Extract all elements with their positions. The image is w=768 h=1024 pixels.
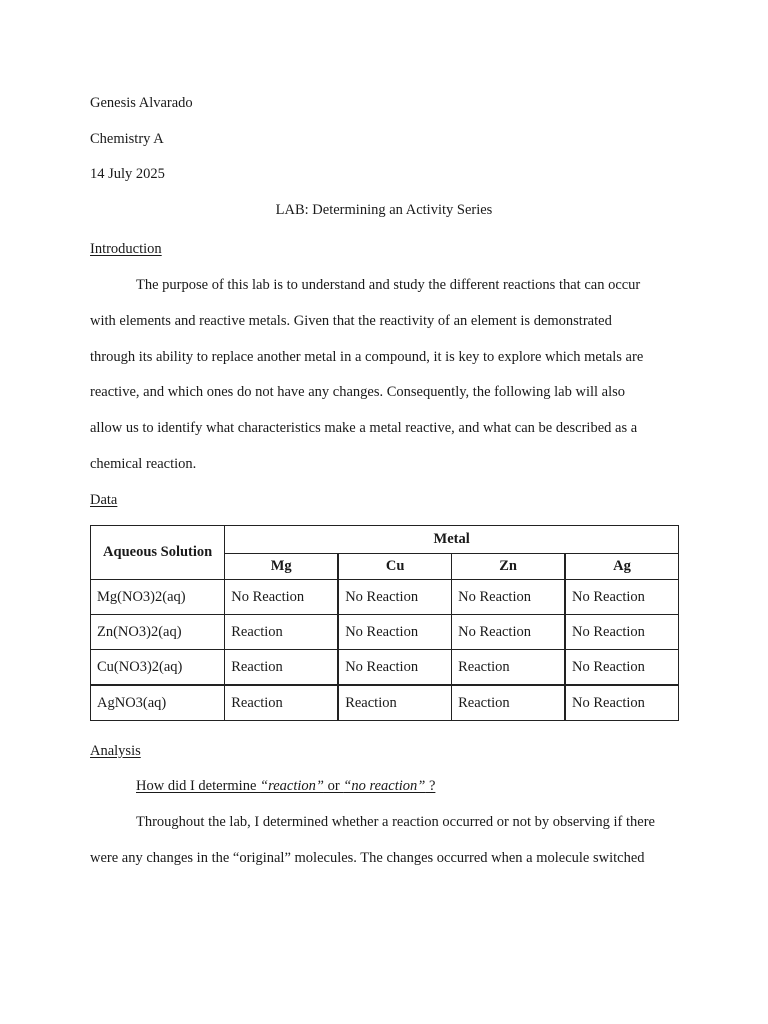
- result-cell: Reaction: [225, 685, 338, 721]
- course-name: Chemistry A: [90, 131, 164, 147]
- solution-cell: AgNO3(aq): [91, 685, 225, 721]
- result-cell: No Reaction: [452, 580, 565, 615]
- result-cell: Reaction: [452, 650, 565, 686]
- intro-line-4: reactive, and which ones do not have any changes. Consequently, the following lab will also: [90, 384, 626, 400]
- result-cell: No Reaction: [565, 685, 678, 721]
- result-cell: No Reaction: [565, 615, 678, 650]
- result-cell: Reaction: [225, 650, 338, 686]
- question-prefix: How did I determine: [136, 778, 261, 794]
- document-date: 14 July 2025: [90, 166, 165, 182]
- result-cell: Reaction: [338, 685, 451, 721]
- author-name: Genesis Alvarado: [90, 95, 193, 111]
- intro-line-1: The purpose of this lab is to understand and study the different reactions that can occur: [136, 277, 641, 293]
- result-cell: No Reaction: [565, 650, 678, 686]
- metal-header: Metal: [225, 526, 679, 554]
- activity-series-table: [90, 525, 679, 721]
- solution-cell: Cu(NO3)2(aq): [91, 650, 225, 686]
- result-cell: No Reaction: [452, 615, 565, 650]
- question-term-reaction: “reaction”: [260, 778, 324, 794]
- aqueous-solution-header: Aqueous Solution: [91, 526, 225, 580]
- data-heading: Data: [90, 492, 118, 508]
- question-suffix: ?: [425, 778, 436, 794]
- analysis-question: [136, 777, 435, 795]
- analysis-line-2: were any changes in the “original” molecules. The changes occurred when a molecule switched: [90, 850, 645, 866]
- result-cell: No Reaction: [225, 580, 338, 615]
- intro-line-3: through its ability to replace another metal in a compound, it is key to explore which metals are: [90, 349, 644, 365]
- table-row: [91, 615, 679, 650]
- table-row: [91, 580, 679, 615]
- metal-column-header: Cu: [338, 554, 451, 580]
- intro-line-2: with elements and reactive metals. Given that the reactivity of an element is demonstrated: [90, 313, 612, 329]
- analysis-line-1: Throughout the lab, I determined whether a reaction occurred or not by observing if there: [136, 814, 655, 830]
- metal-column-header: Ag: [565, 554, 678, 580]
- question-middle: or: [323, 778, 344, 794]
- result-cell: No Reaction: [338, 615, 451, 650]
- lab-title: LAB: Determining an Activity Series: [275, 202, 493, 218]
- intro-line-6: chemical reaction.: [90, 456, 197, 472]
- result-cell: Reaction: [452, 685, 565, 721]
- metal-column-header: Mg: [225, 554, 338, 580]
- table-row: [91, 685, 679, 721]
- question-term-no-reaction: “no reaction”: [343, 778, 426, 794]
- result-cell: No Reaction: [565, 580, 678, 615]
- intro-line-5: allow us to identify what characteristics make a metal reactive, and what can be described as a: [90, 420, 638, 436]
- analysis-heading: Analysis: [90, 743, 141, 759]
- result-cell: Reaction: [225, 615, 338, 650]
- solution-cell: Zn(NO3)2(aq): [91, 615, 225, 650]
- result-cell: No Reaction: [338, 650, 451, 686]
- solution-cell: Mg(NO3)2(aq): [91, 580, 225, 615]
- table-row: [91, 650, 679, 686]
- introduction-heading: Introduction: [90, 241, 162, 257]
- metal-column-header: Zn: [452, 554, 565, 580]
- result-cell: No Reaction: [338, 580, 451, 615]
